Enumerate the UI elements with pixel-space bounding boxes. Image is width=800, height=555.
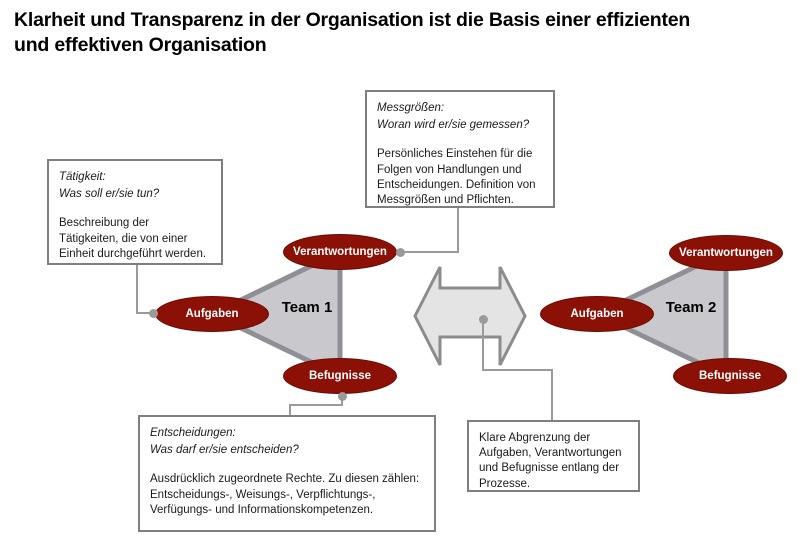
callout-taetigkeit-question: Was soll er/sie tun? bbox=[59, 188, 160, 201]
ellipse-team2-aufgaben: Aufgaben bbox=[540, 296, 654, 332]
callout-abgrenzung-body: Klare Abgrenzung der Aufgaben, Verantwortungen und Befugnisse entlang der Prozesse. bbox=[479, 432, 622, 490]
ellipse-team1-befugnisse: Befugnisse bbox=[283, 358, 397, 394]
callout-entscheidungen-question: Was darf er/sie entscheiden? bbox=[150, 444, 299, 457]
ellipse-team1-verantwortungen: Verantwortungen bbox=[283, 234, 397, 270]
page-title-line2: und effektiven Organisation bbox=[14, 33, 267, 56]
connector-taetigkeit bbox=[137, 265, 153, 313]
callout-taetigkeit bbox=[47, 159, 223, 265]
callout-entscheidungen bbox=[138, 415, 436, 532]
team1-label: Team 1 bbox=[281, 299, 333, 316]
callout-entscheidungen-heading: Entscheidungen: bbox=[150, 427, 236, 439]
connector-dot-aufgaben bbox=[149, 309, 158, 318]
callout-messgroessen-heading: Messgrößen: bbox=[377, 102, 445, 114]
connector-messgroessen bbox=[400, 208, 458, 252]
connector-entscheidungen bbox=[290, 396, 342, 415]
team2-label: Team 2 bbox=[665, 299, 717, 316]
callout-entscheidungen-body: Ausdrücklich zugeordnete Rechte. Zu diesen zählen: Entscheidungs-, Weisungs-, Verpflichtungs-, Verfügungs- und Informationskompetenzen. bbox=[150, 473, 420, 516]
callout-messgroessen bbox=[365, 90, 555, 208]
connector-dot-befugnisse bbox=[338, 392, 347, 401]
ellipse-team2-befugnisse: Befugnisse bbox=[673, 358, 787, 394]
callout-messgroessen-question: Woran wird er/sie gemessen? bbox=[377, 119, 530, 132]
callout-taetigkeit-body: Beschreibung der Tätigkeiten, die von einer Einheit durchgeführt werden. bbox=[59, 217, 207, 260]
callout-taetigkeit-heading: Tätigkeit: bbox=[59, 171, 106, 183]
ellipse-team1-aufgaben: Aufgaben bbox=[155, 296, 269, 332]
double-arrow-shape bbox=[415, 267, 525, 365]
page-title-line1: Klarheit und Transparenz in der Organisation ist die Basis einer effizienten bbox=[14, 9, 691, 31]
callout-messgroessen-body: Persönliches Einstehen für die Folgen von Handlungen und Entscheidungen. Definition von Messgrößen und Pflichten. bbox=[377, 148, 536, 206]
connector-dot-verantwortungen bbox=[396, 248, 405, 257]
ellipse-team2-verantwortungen: Verantwortungen bbox=[669, 235, 783, 271]
connector-dot-arrow bbox=[479, 315, 488, 324]
callout-abgrenzung bbox=[467, 420, 640, 492]
